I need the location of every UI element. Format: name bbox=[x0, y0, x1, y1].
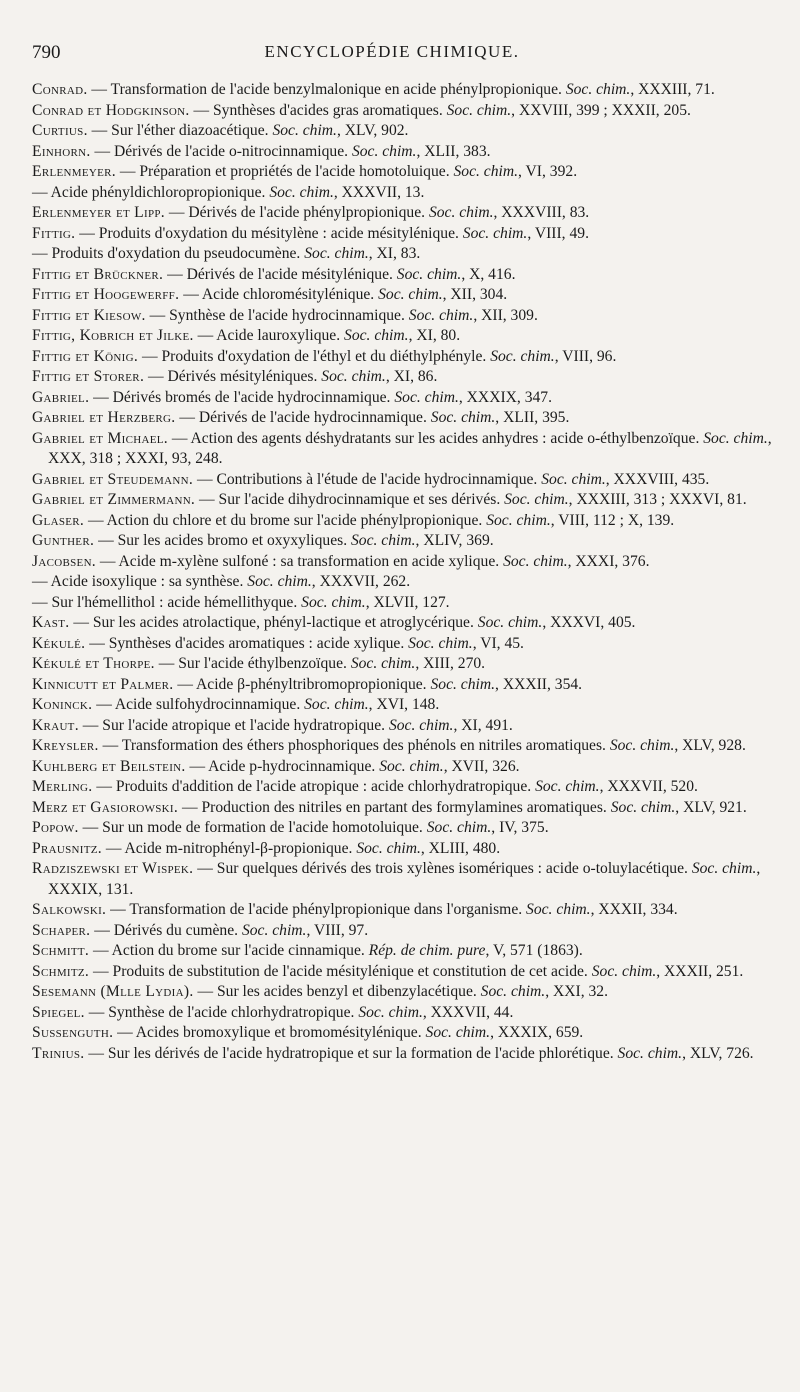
bibliography-entry bbox=[32, 839, 772, 860]
entry-journal: Rép. de chim. pure bbox=[368, 942, 486, 959]
entry-author: Koninck. bbox=[32, 696, 93, 713]
entry-journal: Soc. chim. bbox=[430, 409, 496, 426]
entry-reference: , X, 416. bbox=[461, 265, 516, 283]
entry-title: — Produits de substitution de l'acide mésitylénique et constitution de cet acide. bbox=[89, 962, 592, 980]
entry-journal: Soc. chim. bbox=[301, 593, 366, 611]
entry-title: — Action du chlore et du brome sur l'acide phénylpropionique. bbox=[84, 511, 487, 529]
entry-reference: , XXXVII, 13. bbox=[333, 183, 425, 201]
entry-author: Gunther. bbox=[32, 532, 95, 549]
entry-title: — Acide chloromésitylénique. bbox=[179, 286, 379, 303]
bibliography-entry bbox=[32, 736, 772, 757]
entry-journal: Soc. chim. bbox=[408, 634, 473, 652]
entry-author: Radziszewski et Wispek. bbox=[32, 860, 194, 877]
entry-reference: , VIII, 97. bbox=[306, 921, 369, 939]
entry-author: Fittig et Storer. bbox=[32, 368, 145, 385]
entry-title: — Sur quelques dérivés des trois xylènes isomériques : acide o-toluylacétique. bbox=[193, 860, 692, 877]
entry-journal: Soc. chim. bbox=[565, 81, 631, 98]
entry-title: — Sur l'acide atropique et l'acide hydratropique. bbox=[78, 716, 389, 734]
entry-reference: , XLV, 928. bbox=[674, 737, 746, 754]
entry-reference: , XI, 86. bbox=[385, 368, 438, 385]
bibliography-entry bbox=[32, 367, 772, 388]
entry-author: Prausnitz. bbox=[32, 839, 102, 857]
entry-journal: Soc. chim. bbox=[269, 183, 334, 201]
entry-reference: , XXXII, 334. bbox=[590, 901, 678, 918]
entry-title: — Sur les acides atrolactique, phényl-lactique et atroglycérique. bbox=[69, 614, 478, 631]
bibliography-entry bbox=[32, 224, 772, 245]
bibliography-entry bbox=[32, 572, 772, 593]
entry-journal: Soc. chim. bbox=[504, 491, 569, 508]
entry-journal: Soc. chim. bbox=[541, 470, 606, 488]
entry-author: Conrad et Hodgkinson. bbox=[32, 101, 190, 119]
entry-journal: Soc. chim. bbox=[358, 1003, 423, 1021]
entry-title: — Acide p-hydrocinnamique. bbox=[185, 757, 380, 775]
entry-author: Jacobsen. bbox=[32, 552, 97, 570]
entry-reference: , XI, 83. bbox=[368, 245, 421, 262]
entry-title: — Sur l'acide dihydrocinnamique et ses dérivés. bbox=[195, 491, 505, 508]
entry-author: Kékulé. bbox=[32, 634, 86, 652]
bibliography-entry bbox=[32, 183, 772, 204]
bibliography-entry bbox=[32, 326, 772, 347]
bibliography-entry bbox=[32, 1003, 772, 1024]
entry-journal: Soc. chim. bbox=[480, 983, 546, 1000]
entry-reference: , XLIII, 480. bbox=[420, 839, 501, 857]
bibliography-entry bbox=[32, 142, 772, 163]
entry-title: — Acide m-nitrophényl-β-propionique. bbox=[101, 839, 357, 857]
entry-journal: Soc. chim. bbox=[344, 327, 409, 344]
entry-title: — Sur un mode de formation de l'acide homotoluique. bbox=[78, 819, 427, 836]
entry-author: Schaper. bbox=[32, 921, 91, 939]
entry-journal: Soc. chim. bbox=[691, 860, 757, 877]
bibliography-entry bbox=[32, 511, 772, 532]
bibliography-entry bbox=[32, 1044, 772, 1065]
entry-title: — Sur l'éther diazoacétique. bbox=[87, 122, 273, 139]
entry-reference: , XXXVIII, 435. bbox=[605, 470, 710, 488]
entry-title: — Produits d'oxydation de l'éthyl et du diéthylphényle. bbox=[138, 347, 491, 365]
entry-journal: Soc. chim. bbox=[535, 778, 600, 795]
entry-journal: Soc. chim. bbox=[356, 839, 421, 857]
entry-author: Fittig. bbox=[32, 224, 76, 242]
entry-title: — Dérivés bromés de l'acide hydrocinnamique. bbox=[89, 388, 395, 406]
entry-title: — Sur les dérivés de l'acide hydratropique et sur la formation de l'acide phlorétique. bbox=[84, 1044, 618, 1062]
entry-reference: , XXXII, 251. bbox=[656, 962, 744, 980]
bibliography-entry bbox=[32, 654, 772, 675]
entry-author: Fittig et Kiesow. bbox=[32, 306, 146, 324]
entry-title: — Synthèse de l'acide chlorhydratropique. bbox=[84, 1003, 359, 1021]
entry-title: — Action des agents déshydratants sur les acides anhydres : acide o-éthylbenzoïque. bbox=[168, 429, 704, 447]
entry-author: Curtius. bbox=[32, 122, 88, 139]
bibliography-entry bbox=[32, 716, 772, 737]
entry-journal: Soc. chim. bbox=[394, 388, 459, 406]
entry-author: Fittig, Kobrich et Jilke. bbox=[32, 327, 194, 344]
entry-reference: , XLV, 726. bbox=[682, 1044, 754, 1062]
entry-author: Gabriel et Steudemann. bbox=[32, 470, 194, 488]
bibliography-entry bbox=[32, 1023, 772, 1044]
entry-title: — Sur les acides bromo et oxyxyliques. bbox=[94, 532, 351, 549]
entry-author: Spiegel. bbox=[32, 1003, 85, 1021]
bibliography-entry bbox=[32, 695, 772, 716]
entry-author: Gabriel et Zimmermann. bbox=[32, 491, 196, 508]
entry-reference: , XVII, 326. bbox=[443, 757, 520, 775]
entry-title: — Synthèse de l'acide hydrocinnamique. bbox=[145, 306, 409, 324]
entry-reference: , XXXII, 354. bbox=[495, 675, 583, 693]
entry-reference: , XXXIX, 659. bbox=[490, 1024, 584, 1041]
entry-journal: Soc. chim. bbox=[462, 224, 528, 242]
entry-title: — Acide phényldichloropropionique. bbox=[32, 183, 270, 201]
running-title: ENCYCLOPÉDIE CHIMIQUE. bbox=[264, 42, 520, 61]
entry-author: Kraut. bbox=[32, 716, 79, 734]
entry-title: — Sur l'hémellithol : acide hémellithyque. bbox=[32, 593, 302, 611]
entry-journal: Soc. chim. bbox=[490, 347, 555, 365]
bibliography-entry bbox=[32, 941, 772, 962]
entry-title: — Production des nitriles en partant des formylamines aromatiques. bbox=[178, 798, 611, 816]
entry-author: Merz et Gasiorowski. bbox=[32, 798, 179, 816]
bibliography-entry bbox=[32, 675, 772, 696]
entry-title: — Acide m-xylène sulfoné : sa transformation en acide xylique. bbox=[96, 552, 504, 570]
entry-reference: , VIII, 96. bbox=[554, 347, 617, 365]
entry-reference: , XII, 304. bbox=[442, 286, 508, 303]
entry-author: Salkowski. bbox=[32, 901, 107, 918]
entry-reference: , VIII, 112 ; X, 139. bbox=[550, 511, 675, 529]
entry-author: Kast. bbox=[32, 614, 70, 631]
entry-title: — Transformation de l'acide benzylmalonique en acide phénylpropionique. bbox=[87, 81, 566, 98]
bibliography-entry bbox=[32, 552, 772, 573]
entry-journal: Soc. chim. bbox=[430, 675, 496, 693]
bibliography-entry bbox=[32, 593, 772, 614]
entry-journal: Soc. chim. bbox=[304, 696, 369, 713]
entry-author: Sesemann (Mlle Lydia). bbox=[32, 983, 194, 1000]
entry-title: — Préparation et propriétés de l'acide homotoluique. bbox=[115, 163, 454, 180]
bibliography-entry bbox=[32, 982, 772, 1003]
entry-title: — Sur l'acide éthylbenzoïque. bbox=[154, 655, 351, 672]
entry-journal: Soc. chim. bbox=[425, 1024, 491, 1041]
bibliography-entry bbox=[32, 613, 772, 634]
entry-author: Gabriel et Herzberg. bbox=[32, 409, 176, 426]
entry-journal: Soc. chim. bbox=[351, 532, 416, 549]
bibliography-entry bbox=[32, 244, 772, 265]
entry-reference: , VI, 45. bbox=[472, 634, 524, 652]
entry-title: — Produits d'addition de l'acide atropique : acide chlorhydratropique. bbox=[92, 778, 536, 795]
bibliography-entry bbox=[32, 470, 772, 491]
bibliography-entry bbox=[32, 859, 772, 900]
entry-journal: Soc. chim. bbox=[241, 921, 307, 939]
entry-author: Conrad. bbox=[32, 81, 88, 98]
entry-title: — Acides bromoxylique et bromomésitylénique. bbox=[113, 1024, 426, 1041]
bibliography-entry bbox=[32, 777, 772, 798]
entry-journal: Soc. chim. bbox=[591, 962, 657, 980]
entry-author: Fittig et Hoogewerff. bbox=[32, 286, 180, 303]
entry-journal: Soc. chim. bbox=[446, 101, 512, 119]
entry-title: — Produits d'oxydation du mésitylène : acide mésitylénique. bbox=[75, 224, 463, 242]
entry-title: — Sur les acides benzyl et dibenzylacétique. bbox=[193, 983, 481, 1000]
entry-reference: , XXXI, 376. bbox=[567, 552, 650, 570]
entry-journal: Soc. chim. bbox=[408, 306, 474, 324]
entry-reference: , IV, 375. bbox=[491, 819, 549, 836]
bibliography-list bbox=[32, 80, 772, 1064]
entry-author: Trinius. bbox=[32, 1044, 85, 1062]
bibliography-entry bbox=[32, 101, 772, 122]
entry-author: Erlenmeyer. bbox=[32, 163, 116, 180]
entry-author: Gabriel. bbox=[32, 388, 90, 406]
entry-reference: , XVI, 148. bbox=[368, 696, 440, 713]
entry-reference: , VI, 392. bbox=[518, 163, 578, 180]
entry-author: Glaser. bbox=[32, 511, 85, 529]
entry-journal: Soc. chim. bbox=[247, 573, 312, 590]
entry-author: Sussenguth. bbox=[32, 1024, 114, 1041]
entry-journal: Soc. chim. bbox=[486, 511, 551, 529]
entry-reference: , XXI, 32. bbox=[545, 983, 609, 1000]
entry-reference: , XXXIX, 131. bbox=[48, 860, 761, 898]
entry-reference: , XXXVII, 44. bbox=[422, 1003, 514, 1021]
entry-reference: , XXXVI, 405. bbox=[542, 614, 636, 631]
entry-reference: , XXXIII, 71. bbox=[630, 81, 715, 98]
entry-author: Merling. bbox=[32, 778, 93, 795]
bibliography-entry bbox=[32, 306, 772, 327]
entry-title: — Contributions à l'étude de l'acide hydrocinnamique. bbox=[193, 470, 542, 488]
entry-journal: Soc. chim. bbox=[272, 122, 337, 139]
entry-title: — Acide isoxylique : sa synthèse. bbox=[32, 573, 248, 590]
entry-title: — Dérivés de l'acide o-nitrocinnamique. bbox=[90, 142, 352, 160]
entry-reference: , XXXIII, 313 ; XXXVI, 81. bbox=[568, 491, 747, 508]
entry-title: — Dérivés de l'acide hydrocinnamique. bbox=[175, 409, 431, 426]
bibliography-entry bbox=[32, 265, 772, 286]
entry-title: — Synthèses d'acides aromatiques : acide xylique. bbox=[85, 634, 409, 652]
bibliography-entry bbox=[32, 347, 772, 368]
entry-title: — Action du brome sur l'acide cinnamique. bbox=[89, 942, 369, 959]
entry-journal: Soc. chim. bbox=[426, 819, 492, 836]
entry-reference: , XXXIX, 347. bbox=[458, 388, 552, 406]
entry-reference: , XLII, 395. bbox=[495, 409, 570, 426]
entry-title: — Synthèses d'acides gras aromatiques. bbox=[189, 101, 447, 119]
entry-title: — Acide lauroxylique. bbox=[193, 327, 345, 344]
entry-reference: , XI, 80. bbox=[408, 327, 461, 344]
entry-author: Fittig et Brückner. bbox=[32, 265, 164, 283]
bibliography-entry bbox=[32, 962, 772, 983]
entry-author: Popow. bbox=[32, 819, 79, 836]
entry-author: Schmitt. bbox=[32, 942, 90, 959]
entry-reference: , XII, 309. bbox=[473, 306, 538, 324]
entry-reference: , XLV, 902. bbox=[336, 122, 409, 139]
entry-journal: Soc. chim. bbox=[610, 798, 676, 816]
bibliography-entry bbox=[32, 80, 772, 101]
entry-author: Einhorn. bbox=[32, 142, 91, 160]
entry-reference: , XLII, 383. bbox=[416, 142, 491, 160]
entry-reference: , XLIV, 369. bbox=[415, 532, 494, 549]
entry-title: — Dérivés du cumène. bbox=[90, 921, 242, 939]
entry-journal: Soc. chim. bbox=[304, 245, 369, 262]
entry-reference: , XXXVIII, 83. bbox=[493, 204, 590, 221]
bibliography-entry bbox=[32, 634, 772, 655]
bibliography-entry bbox=[32, 798, 772, 819]
entry-journal: Soc. chim. bbox=[428, 204, 494, 221]
entry-title: — Acide sulfohydrocinnamique. bbox=[92, 696, 305, 713]
entry-author: Kékulé et Thorpe. bbox=[32, 655, 155, 672]
entry-title: — Dérivés de l'acide mésitylénique. bbox=[163, 265, 397, 283]
entry-journal: Soc. chim. bbox=[321, 368, 386, 385]
entry-journal: Soc. chim. bbox=[388, 716, 454, 734]
entry-title: — Dérivés mésityléniques. bbox=[144, 368, 322, 385]
entry-title: — Dérivés de l'acide phénylpropionique. bbox=[165, 204, 429, 221]
bibliography-entry bbox=[32, 429, 772, 470]
entry-journal: Soc. chim. bbox=[703, 429, 768, 447]
bibliography-entry bbox=[32, 757, 772, 778]
entry-reference: , XXXVII, 262. bbox=[311, 573, 411, 590]
entry-journal: Soc. chim. bbox=[617, 1044, 683, 1062]
entry-journal: Soc. chim. bbox=[526, 901, 591, 918]
entry-author: Schmitz. bbox=[32, 962, 90, 980]
entry-reference: , XLVII, 127. bbox=[365, 593, 450, 611]
bibliography-entry bbox=[32, 900, 772, 921]
bibliography-entry bbox=[32, 818, 772, 839]
entry-journal: Soc. chim. bbox=[396, 265, 462, 283]
entry-author: Erlenmeyer et Lipp. bbox=[32, 204, 166, 221]
bibliography-entry bbox=[32, 490, 772, 511]
entry-reference: , XIII, 270. bbox=[415, 655, 486, 672]
entry-journal: Soc. chim. bbox=[351, 142, 417, 160]
entry-journal: Soc. chim. bbox=[378, 286, 443, 303]
bibliography-entry bbox=[32, 162, 772, 183]
entry-author: Fittig et König. bbox=[32, 347, 139, 365]
entry-title: — Transformation de l'acide phénylpropionique dans l'organisme. bbox=[106, 901, 527, 918]
entry-author: Kreysler. bbox=[32, 737, 99, 754]
entry-reference: , XXXVII, 520. bbox=[599, 778, 698, 795]
entry-journal: Soc. chim. bbox=[453, 163, 519, 180]
entry-author: Kinnicutt et Palmer. bbox=[32, 675, 174, 693]
bibliography-entry bbox=[32, 388, 772, 409]
entry-reference: , XXVIII, 399 ; XXXII, 205. bbox=[511, 101, 691, 119]
bibliography-entry bbox=[32, 203, 772, 224]
entry-journal: Soc. chim. bbox=[503, 552, 568, 570]
bibliography-entry bbox=[32, 531, 772, 552]
entry-author: Gabriel et Michael. bbox=[32, 429, 169, 447]
bibliography-entry bbox=[32, 921, 772, 942]
bibliography-entry bbox=[32, 408, 772, 429]
entry-reference: , XLV, 921. bbox=[675, 798, 747, 816]
entry-reference: , XI, 491. bbox=[453, 716, 513, 734]
bibliography-entry bbox=[32, 121, 772, 142]
page-number: 790 bbox=[32, 42, 61, 63]
bibliography-entry bbox=[32, 285, 772, 306]
entry-reference: , XXX, 318 ; XXXI, 93, 248. bbox=[48, 429, 772, 467]
entry-reference: , V, 571 (1863). bbox=[485, 942, 583, 959]
entry-title: — Transformation des éthers phosphoriques des phénols en nitriles aromatiques. bbox=[98, 737, 610, 754]
entry-journal: Soc. chim. bbox=[379, 757, 444, 775]
entry-journal: Soc. chim. bbox=[350, 655, 416, 672]
entry-title: — Acide β-phényltribromopropionique. bbox=[173, 675, 431, 693]
entry-reference: , VIII, 49. bbox=[527, 224, 589, 242]
entry-journal: Soc. chim. bbox=[609, 737, 675, 754]
entry-author: Kuhlberg et Beilstein. bbox=[32, 757, 186, 775]
entry-journal: Soc. chim. bbox=[477, 614, 543, 631]
entry-title: — Produits d'oxydation du pseudocumène. bbox=[32, 245, 305, 262]
page-header bbox=[32, 42, 752, 64]
